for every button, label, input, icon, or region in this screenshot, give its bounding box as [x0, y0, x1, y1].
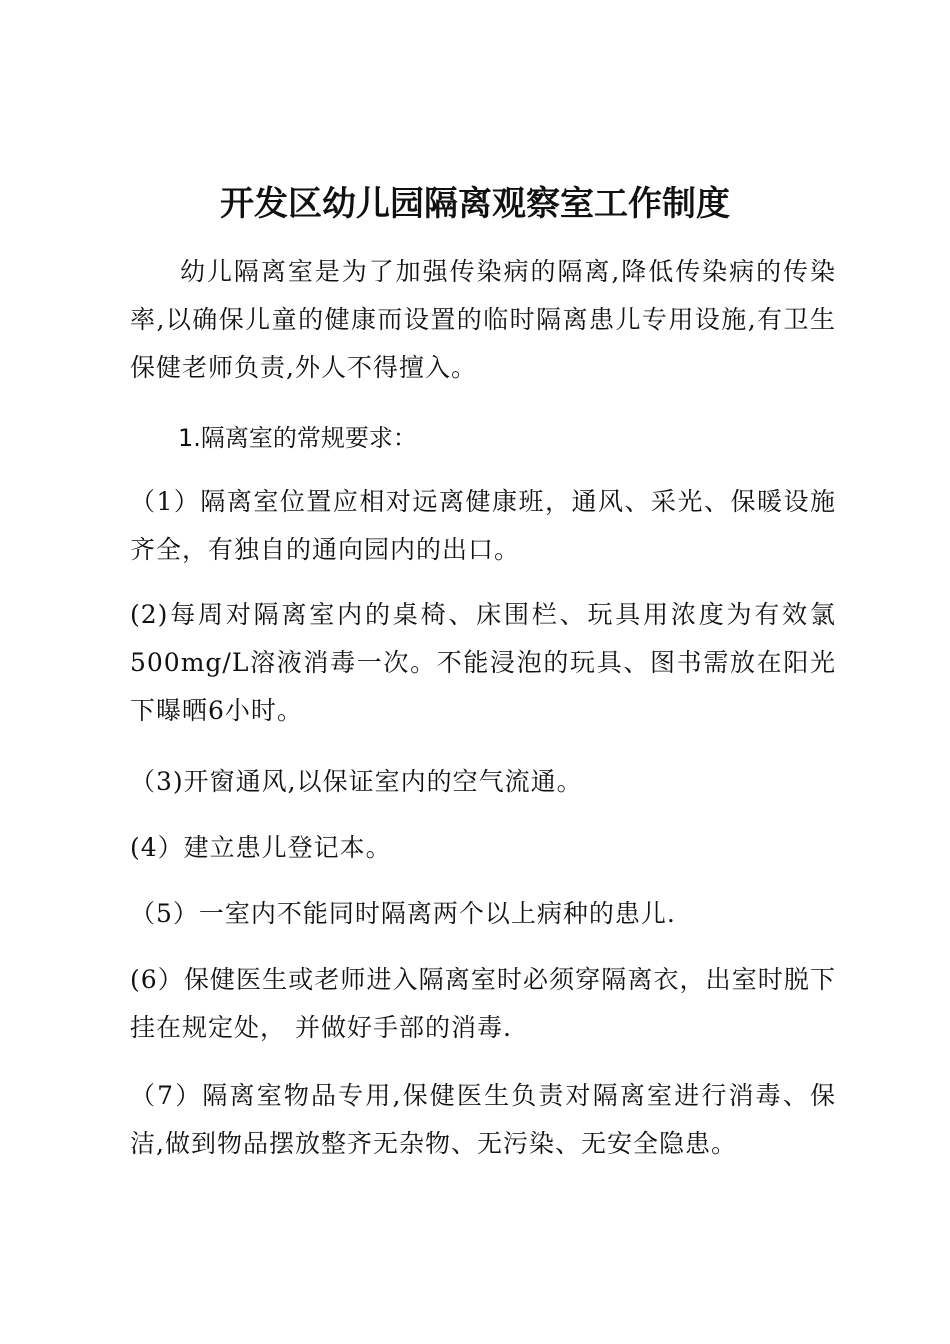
section-heading: 1.隔离室的常规要求： [178, 424, 417, 452]
intro-paragraph: 幼儿隔离室是为了加强传染病的隔离,降低传染病的传染率,以确保儿童的健康而设置的临时隔离患儿专用设施,有卫生保健老师负责,外人不得擅入。 [130, 257, 836, 382]
document-title: 开发区幼儿园隔离观察室工作制度 [220, 184, 730, 224]
list-item-1: （1）隔离室位置应相对远离健康班，通风、采光、保暖设施齐全，有独自的通向园内的出口。 [130, 487, 836, 564]
list-item-7: （7）隔离室物品专用,保健医生负责对隔离室进行消毒、保洁,做到物品摆放整齐无杂物、无污染、无安全隐患。 [130, 1081, 836, 1158]
list-item-6: (6）保健医生或老师进入隔离室时必须穿隔离衣，出室时脱下挂在规定处， 并做好手部的消毒. [130, 965, 836, 1042]
list-item-5: （5）一室内不能同时隔离两个以上病种的患儿. [130, 899, 676, 928]
list-item-2: (2)每周对隔离室内的桌椅、床围栏、玩具用浓度为有效氯500mg/L溶液消毒一次。不能浸泡的玩具、图书需放在阳光下曝晒6小时。 [130, 600, 836, 725]
list-item-4: (4）建立患儿登记本。 [130, 833, 392, 862]
list-item-3: （3)开窗通风,以保证室内的空气流通。 [130, 767, 583, 796]
